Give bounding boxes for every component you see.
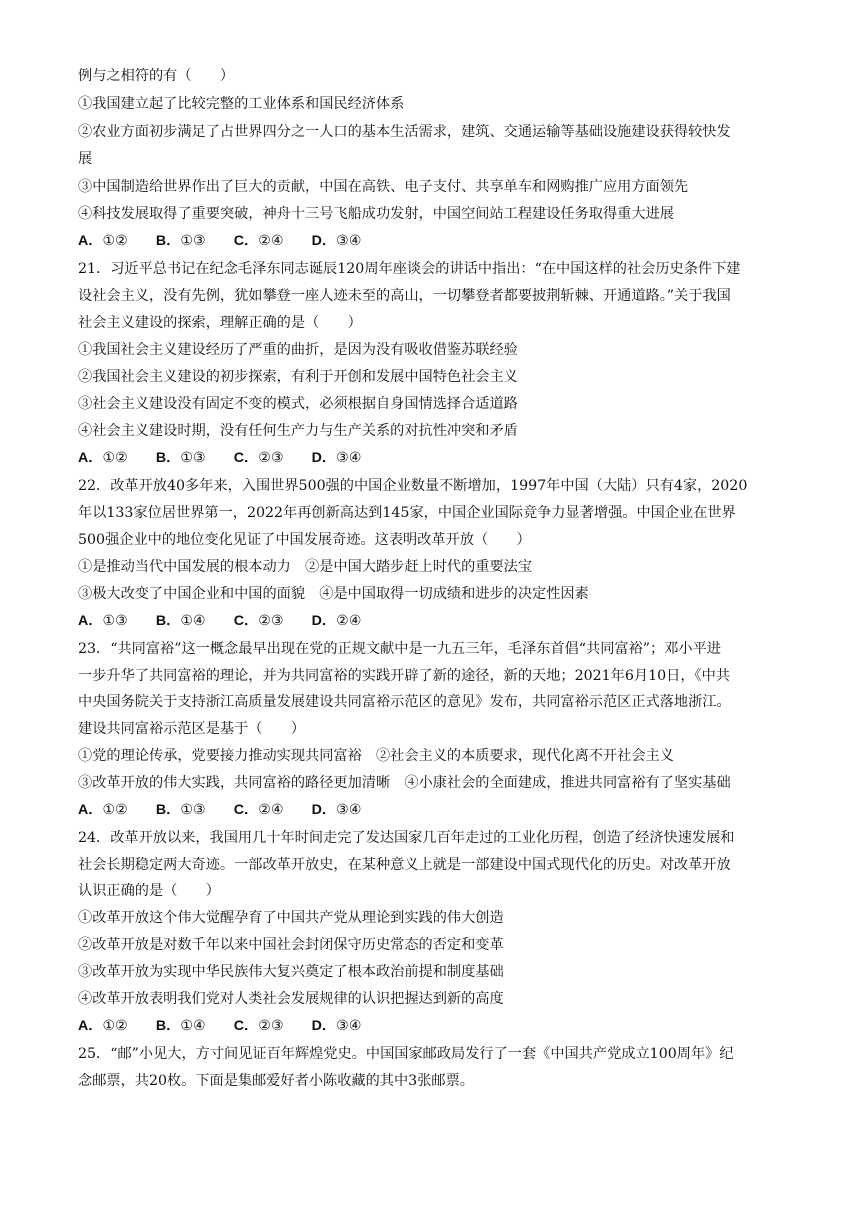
option-d[interactable]: D．③④ xyxy=(311,450,362,466)
choice-item: ②改革开放是对数千年以来中国社会封闭保守历史常态的否定和变革 xyxy=(78,937,504,953)
choice-item: ①我国社会主义建设经历了严重的曲折，是因为没有吸收借鉴苏联经验 xyxy=(78,342,518,358)
question-stem-line: 年以133家位居世界第一，2022年再创新高达到145家，中国企业国际竞争力显著增强。中国企业在世界 xyxy=(78,505,736,521)
option-a[interactable]: A．①② xyxy=(78,1018,128,1034)
choice-item: ③中国制造给世界作出了巨大的贡献，中国在高铁、电子支付、共享单车和网购推广应用方面领先 xyxy=(78,179,689,195)
question-stem-line: 认识正确的是（ ） xyxy=(78,883,220,899)
choice-item: ④科技发展取得了重要突破，神舟十三号飞船成功发射，中国空间站工程建设任务取得重大进展 xyxy=(78,206,674,222)
option-b[interactable]: B．①③ xyxy=(155,233,206,249)
choice-item: ③改革开放的伟大实践，共同富裕的路径更加清晰 ④小康社会的全面建成，推进共同富裕有了坚实基础 xyxy=(78,775,731,791)
question-stem-line: 一步升华了共同富裕的理论，并为共同富裕的实践开辟了新的途径，新的天地；2021年6月10日，《中共 xyxy=(78,668,730,684)
option-d[interactable]: D．③④ xyxy=(311,1018,362,1034)
choice-item: ②我国社会主义建设的初步探索，有利于开创和发展中国特色社会主义 xyxy=(78,369,518,385)
question-stem: 例与之相符的有（ ） xyxy=(78,68,235,84)
question-stem-line: 24．改革开放以来，我国用几十年时间走完了发达国家几百年走过的工业化历程，创造了经济快速发展和 xyxy=(78,830,735,846)
question-stem-line: 社会主义建设的探索，理解正确的是（ ） xyxy=(78,315,362,331)
choice-item: ④社会主义建设时期，没有任何生产力与生产关系的对抗性冲突和矛盾 xyxy=(78,423,518,439)
answer-options xyxy=(78,1016,788,1036)
question-stem-line: 中央国务院关于支持浙江高质量发展建设共同富裕示范区的意见》发布，共同富裕示范区正式落地浙江。 xyxy=(78,694,731,710)
choice-item: ③极大改变了中国企业和中国的面貌 ④是中国取得一切成绩和进步的决定性因素 xyxy=(78,586,589,602)
option-a[interactable]: A．①② xyxy=(78,802,128,818)
option-a[interactable]: A．①② xyxy=(78,450,128,466)
option-d[interactable]: D．③④ xyxy=(311,233,362,249)
choice-item: ④改革开放表明我们党对人类社会发展规律的认识把握达到新的高度 xyxy=(78,991,504,1007)
option-c[interactable]: C．②③ xyxy=(233,450,284,466)
choice-item: 展 xyxy=(78,151,93,167)
answer-options xyxy=(78,611,788,631)
answer-options xyxy=(78,231,788,251)
option-b[interactable]: B．①④ xyxy=(155,1018,206,1034)
choice-item: ③社会主义建设没有固定不变的模式，必须根据自身国情选择合适道路 xyxy=(78,396,518,412)
option-c[interactable]: C．②③ xyxy=(233,613,284,629)
question-stem-line: 建设共同富裕示范区是基于（ ） xyxy=(78,721,306,737)
question-stem-line: 设社会主义，没有先例，犹如攀登一座人迹未至的高山，一切攀登者都要披荆斩棘、开通道路。”关于我国 xyxy=(78,288,731,304)
choice-item: ③改革开放为实现中华民族伟大复兴奠定了根本政治前提和制度基础 xyxy=(78,964,504,980)
question-stem-line: 23．“共同富裕”这一概念最早出现在党的正规文献中是一九五三年，毛泽东首倡“共同富裕”；邓小平进 xyxy=(78,641,721,657)
choice-item: ①党的理论传承，党要接力推动实现共同富裕 ②社会主义的本质要求，现代化离不开社会主义 xyxy=(78,748,674,764)
option-c[interactable]: C．②④ xyxy=(233,802,284,818)
option-b[interactable]: B．①③ xyxy=(155,450,206,466)
option-c[interactable]: C．②③ xyxy=(233,1018,284,1034)
option-b[interactable]: B．①④ xyxy=(155,613,206,629)
option-d[interactable]: D．②④ xyxy=(311,613,362,629)
question-stem-line: 念邮票，共20枚。下面是集邮爱好者小陈收藏的其中3张邮票。 xyxy=(78,1073,474,1089)
question-stem-line: 500强企业中的地位变化见证了中国发展奇迹。这表明改革开放（ ） xyxy=(78,532,531,548)
choice-item: ①改革开放这个伟大觉醒孕育了中国共产党从理论到实践的伟大创造 xyxy=(78,910,504,926)
option-c[interactable]: C．②④ xyxy=(233,233,284,249)
answer-options xyxy=(78,800,788,820)
question-stem-line: 21．习近平总书记在纪念毛泽东同志诞辰120周年座谈会的讲话中指出：“在中国这样的社会历史条件下建 xyxy=(78,261,741,277)
choice-item: ①是推动当代中国发展的根本动力 ②是中国大踏步赶上时代的重要法宝 xyxy=(78,559,533,575)
question-stem-line: 22．改革开放40多年来，入围世界500强的中国企业数量不断增加，1997年中国（大陆）只有4家，2020 xyxy=(78,478,748,494)
question-stem-line: 社会长期稳定两大奇迹。一部改革开放史，在某种意义上就是一部建设中国式现代化的历史。对改革开放 xyxy=(78,857,731,873)
question-stem-line: 25．“邮”小见大，方寸间见证百年辉煌党史。中国国家邮政局发行了一套《中国共产党成立100周年》纪 xyxy=(78,1046,734,1062)
option-b[interactable]: B．①③ xyxy=(155,802,206,818)
option-d[interactable]: D．③④ xyxy=(311,802,362,818)
choice-item: ②农业方面初步满足了占世界四分之一人口的基本生活需求，建筑、交通运输等基础设施建设获得较快发 xyxy=(78,124,731,140)
choice-item: ①我国建立起了比较完整的工业体系和国民经济体系 xyxy=(78,96,405,112)
option-a[interactable]: A．①② xyxy=(78,233,128,249)
option-a[interactable]: A．①③ xyxy=(78,613,128,629)
answer-options xyxy=(78,448,788,468)
